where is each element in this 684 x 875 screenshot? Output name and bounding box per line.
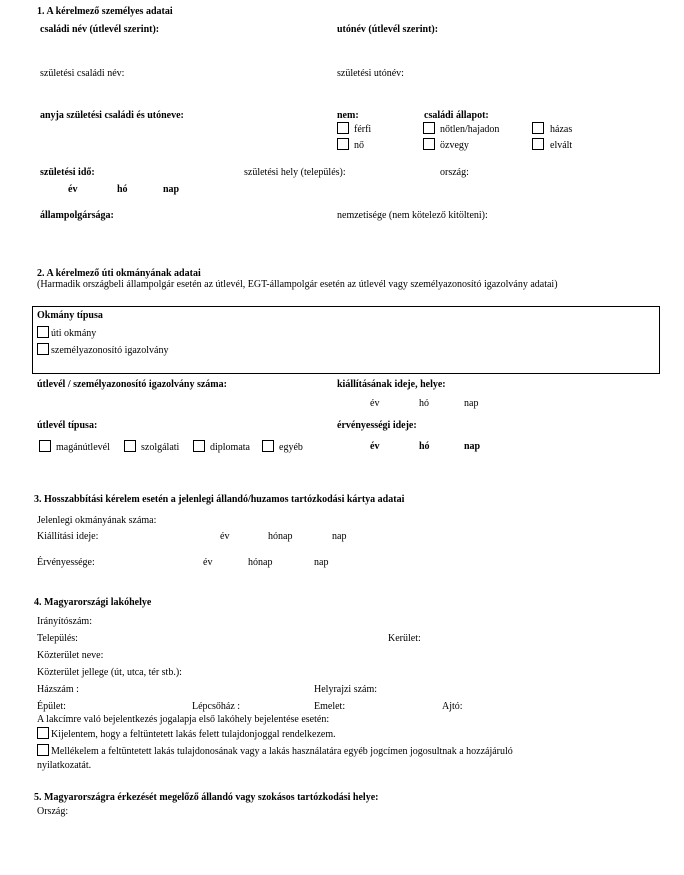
birth-place-label: születési hely (település):	[244, 167, 346, 178]
single-label: nőtlen/hajadon	[440, 124, 500, 135]
document-type-label: Okmány típusa	[37, 310, 103, 321]
birth-month-label: hó	[117, 184, 128, 195]
validity-label: érvényességi ideje:	[337, 420, 417, 431]
card-validity-month-label: hónap	[248, 557, 273, 568]
diplomatic-passport-checkbox[interactable]	[193, 440, 205, 452]
female-label: nő	[354, 140, 364, 151]
sex-label: nem:	[337, 110, 359, 121]
id-card-label: személyazonosító igazolvány	[51, 345, 169, 356]
issue-month-label: hó	[419, 398, 429, 409]
registration-basis-label: A lakcímre való bejelentkezés jogalapja első lakóhely bejelentése esetén:	[37, 714, 330, 725]
floor-label: Emelet:	[314, 701, 346, 712]
owner-consent-checkbox[interactable]	[37, 744, 49, 756]
passport-type-label: útlevél típusa:	[37, 420, 98, 431]
owner-consent-label-continued: nyilatkozatát.	[37, 760, 92, 771]
previous-country-label: Ország:	[37, 806, 69, 817]
citizenship-label: állampolgársága:	[40, 210, 114, 221]
document-number-label: útlevél / személyazonosító igazolvány száma:	[37, 379, 227, 390]
issue-date-month-label: hónap	[268, 531, 293, 542]
issue-date-day-label: nap	[332, 531, 347, 542]
section2-note: (Harmadik országbeli állampolgár esetén az útlevél, EGT-állampolgár esetén az útlevél vagy személyazonosító igazolvány adatai)	[37, 279, 558, 290]
single-checkbox[interactable]	[423, 122, 435, 134]
birth-family-name-label: születési családi név:	[40, 68, 125, 79]
card-validity-day-label: nap	[314, 557, 329, 568]
validity-month-label: hó	[419, 441, 430, 452]
house-number-label: Házszám :	[37, 684, 79, 695]
card-validity-label: Érvényessége:	[37, 557, 95, 568]
nationality-label: nemzetisége (nem kötelező kitölteni):	[337, 210, 488, 221]
section2-heading: 2. A kérelmező úti okmányának adatai	[37, 268, 201, 279]
section3-heading: 3. Hosszabbítási kérelem esetén a jelenlegi állandó/huzamos tartózkodási kártya adatai	[34, 494, 405, 505]
marital-status-label: családi állapot:	[424, 110, 489, 121]
male-label: férfi	[354, 124, 372, 135]
street-type-label: Közterület jellege (út, utca, tér stb.):	[37, 667, 182, 678]
door-label: Ajtó:	[442, 701, 463, 712]
female-checkbox[interactable]	[337, 138, 349, 150]
male-checkbox[interactable]	[337, 122, 349, 134]
section4-heading: 4. Magyarországi lakóhelye	[34, 597, 152, 608]
widowed-label: özvegy	[440, 140, 469, 151]
district-label: Kerület:	[388, 633, 421, 644]
issue-label: kiállításának ideje, helye:	[337, 379, 446, 390]
married-checkbox[interactable]	[532, 122, 544, 134]
service-passport-checkbox[interactable]	[124, 440, 136, 452]
birth-year-label: év	[68, 184, 78, 195]
travel-document-label: úti okmány	[51, 328, 97, 339]
zip-label: Irányítószám:	[37, 616, 92, 627]
owner-declaration-checkbox[interactable]	[37, 727, 49, 739]
owner-consent-label: Mellékelem a feltüntetett lakás tulajdonosának vagy a lakás használatára egyéb jogcímen jogosultnak a hozzájáruló	[51, 746, 513, 757]
private-passport-label: magánútlevél	[56, 442, 110, 453]
id-card-checkbox[interactable]	[37, 343, 49, 355]
city-label: Település:	[37, 633, 78, 644]
given-name-label: utónév (útlevél szerint):	[337, 24, 439, 35]
other-passport-checkbox[interactable]	[262, 440, 274, 452]
divorced-label: elvált	[550, 140, 573, 151]
owner-declaration-label: Kijelentem, hogy a feltüntetett lakás felett tulajdonjoggal rendelkezem.	[51, 729, 336, 740]
birth-day-label: nap	[163, 184, 180, 195]
family-name-label: családi név (útlevél szerint):	[40, 24, 160, 35]
issue-date-year-label: év	[220, 531, 230, 542]
issue-year-label: év	[370, 398, 380, 409]
card-validity-year-label: év	[203, 557, 213, 568]
travel-document-checkbox[interactable]	[37, 326, 49, 338]
issue-day-label: nap	[464, 398, 479, 409]
current-document-label: Jelenlegi okmányának száma:	[37, 515, 157, 526]
country-label: ország:	[440, 167, 469, 178]
issue-date-label: Kiállítási ideje:	[37, 531, 99, 542]
validity-year-label: év	[370, 441, 380, 452]
lot-number-label: Helyrajzi szám:	[314, 684, 378, 695]
married-label: házas	[550, 124, 573, 135]
service-passport-label: szolgálati	[141, 442, 180, 453]
building-label: Épület:	[37, 701, 66, 712]
mother-name-label: anyja születési családi és utóneve:	[40, 110, 184, 121]
divorced-checkbox[interactable]	[532, 138, 544, 150]
other-passport-label: egyéb	[279, 442, 303, 453]
diplomatic-passport-label: diplomata	[210, 442, 250, 453]
birth-date-label: születési idő:	[40, 167, 95, 178]
section1-heading: 1. A kérelmező személyes adatai	[37, 6, 173, 17]
birth-given-name-label: születési utónév:	[337, 68, 404, 79]
street-name-label: Közterület neve:	[37, 650, 104, 661]
validity-day-label: nap	[464, 441, 481, 452]
staircase-label: Lépcsőház :	[192, 701, 241, 712]
widowed-checkbox[interactable]	[423, 138, 435, 150]
private-passport-checkbox[interactable]	[39, 440, 51, 452]
section5-heading: 5. Magyarországra érkezését megelőző állandó vagy szokásos tartózkodási helye:	[34, 792, 379, 803]
document-type-box	[32, 306, 660, 374]
